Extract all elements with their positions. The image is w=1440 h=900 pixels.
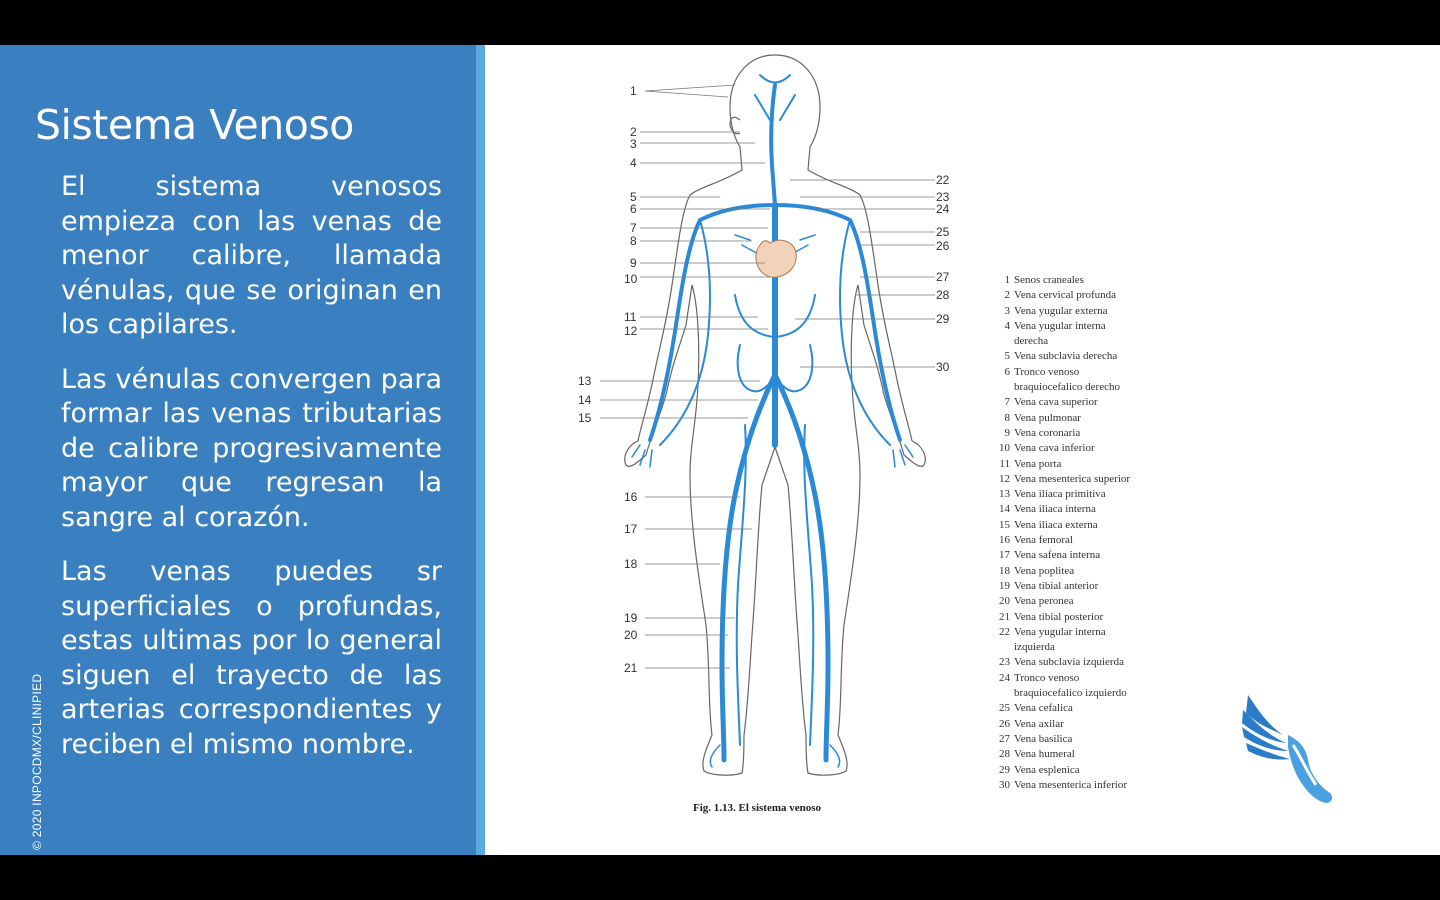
legend-item — [988, 411, 1130, 426]
paragraph-2: Las vénulas convergen para formar las venas tributarias de calibre progresivamente mayor que regresan la sangre al corazón. — [61, 363, 442, 533]
legend-item — [988, 426, 1130, 441]
legend-number: 15 — [999, 518, 1010, 531]
label-12: 12 — [624, 324, 638, 338]
legend-label: Vena coronaria — [1014, 426, 1081, 439]
legend-item — [988, 395, 1130, 410]
legend-label: Vena porta — [1014, 457, 1062, 470]
legend-item — [988, 487, 1130, 502]
legend-number: 28 — [999, 748, 1010, 761]
label-5: 5 — [630, 190, 637, 204]
legend-number: 10 — [999, 442, 1010, 455]
legend-item — [988, 319, 1130, 334]
venous-system-diagram — [560, 45, 980, 835]
label-27: 27 — [936, 270, 950, 284]
legend-number: 4 — [1004, 319, 1010, 332]
legend-number: 8 — [1004, 411, 1010, 424]
left-number-labels — [578, 84, 638, 675]
legend-item — [988, 610, 1130, 625]
legend-label: Vena basilica — [1014, 732, 1073, 745]
legend-label: Vena yugular interna — [1014, 625, 1106, 638]
label-10: 10 — [624, 272, 638, 286]
figure-legend — [988, 273, 1130, 793]
legend-label: Vena peronea — [1014, 595, 1074, 608]
label-22: 22 — [936, 173, 950, 187]
legend-item — [988, 304, 1130, 319]
legend-label: Vena subclavia derecha — [1014, 350, 1118, 363]
legend-item — [988, 640, 1130, 655]
legend-item — [988, 457, 1130, 472]
left-leader-lines — [600, 85, 770, 668]
legend-label: Vena tibial anterior — [1014, 579, 1099, 592]
legend-number: 5 — [1004, 350, 1010, 363]
label-16: 16 — [624, 490, 638, 504]
label-23: 23 — [936, 190, 950, 204]
legend-number: 13 — [999, 488, 1010, 501]
label-14: 14 — [578, 393, 592, 407]
label-11: 11 — [624, 310, 637, 324]
legend-label: Vena axilar — [1014, 717, 1064, 730]
legend-number: 21 — [999, 610, 1010, 623]
label-3: 3 — [630, 137, 637, 151]
legend-item — [988, 778, 1130, 793]
vein-network — [632, 75, 913, 767]
legend-item — [988, 273, 1130, 288]
legend-number: 6 — [1004, 365, 1010, 378]
legend-label: Vena safena interna — [1014, 549, 1101, 562]
legend-label: Vena cervical profunda — [1014, 289, 1117, 302]
legend-item — [988, 564, 1130, 579]
legend-item — [988, 441, 1130, 456]
legend-number: 9 — [1004, 426, 1010, 439]
legend-item — [988, 625, 1130, 640]
panel-edge-stripe — [476, 45, 485, 855]
legend-item — [988, 579, 1130, 594]
legend-item — [988, 334, 1130, 349]
legend-item — [988, 763, 1130, 778]
label-26: 26 — [936, 239, 950, 253]
legend-label: braquiocefalico izquierdo — [1014, 687, 1127, 700]
label-1: 1 — [630, 84, 637, 98]
label-17: 17 — [624, 522, 638, 536]
legend-label: Vena iliaca primitiva — [1014, 488, 1106, 501]
label-7: 7 — [630, 221, 637, 235]
legend-item — [988, 380, 1130, 395]
legend-item — [988, 288, 1130, 303]
legend-item — [988, 594, 1130, 609]
legend-label: Vena esplenica — [1014, 763, 1080, 776]
legend-label: Vena mesenterica inferior — [1014, 778, 1127, 791]
slide — [0, 45, 1440, 855]
slide-title: Sistema Venoso — [35, 101, 354, 149]
legend-item — [988, 472, 1130, 487]
legend-number: 18 — [999, 564, 1010, 577]
legend-number: 29 — [999, 763, 1010, 776]
legend-number: 17 — [999, 549, 1010, 562]
winged-foot-logo-icon — [1238, 685, 1338, 810]
legend-number: 30 — [999, 778, 1010, 791]
legend-number: 1 — [1004, 274, 1010, 286]
figure-caption: Fig. 1.13. El sistema venoso — [693, 802, 822, 814]
legend-label: Senos craneales — [1014, 274, 1084, 286]
legend-number: 26 — [999, 717, 1010, 730]
label-21: 21 — [624, 661, 638, 675]
legend-item — [988, 349, 1130, 364]
legend-label: Vena mesenterica superior — [1014, 472, 1131, 485]
legend-item — [988, 655, 1130, 670]
legend-label: Vena yugular externa — [1014, 304, 1108, 317]
legend-number: 20 — [999, 595, 1010, 608]
label-24: 24 — [936, 202, 950, 216]
legend-number: 11 — [999, 457, 1010, 470]
legend-item — [988, 548, 1130, 563]
legend-label: Vena femoral — [1014, 534, 1073, 547]
legend-item — [988, 671, 1130, 686]
label-9: 9 — [630, 256, 637, 270]
slide-body — [61, 170, 442, 782]
legend-label: Tronco venoso — [1014, 671, 1080, 684]
legend-item — [988, 701, 1130, 716]
right-number-labels — [936, 173, 950, 374]
legend-number: 25 — [999, 702, 1010, 715]
legend-item — [988, 365, 1130, 380]
legend-label: Vena iliaca externa — [1014, 518, 1098, 531]
label-4: 4 — [630, 156, 637, 170]
legend-number: 16 — [999, 534, 1010, 547]
legend-number: 12 — [999, 472, 1010, 485]
legend-number: 27 — [999, 732, 1010, 745]
label-18: 18 — [624, 557, 638, 571]
legend-label: Vena tibial posterior — [1014, 610, 1104, 623]
legend-number: 7 — [1004, 396, 1010, 409]
legend-label: Vena yugular interna — [1014, 319, 1106, 332]
paragraph-1: El sistema venosos empieza con las venas de menor calibre, llamada vénulas, que se originan en los capilares. — [61, 171, 442, 340]
legend-label: Vena cava inferior — [1014, 442, 1095, 455]
label-28: 28 — [936, 288, 950, 302]
legend-number: 23 — [999, 656, 1010, 669]
legend-item — [988, 732, 1130, 747]
legend-label: Vena pulmonar — [1014, 411, 1081, 424]
label-29: 29 — [936, 312, 950, 326]
label-19: 19 — [624, 611, 638, 625]
legend-label: izquierda — [1014, 641, 1055, 654]
label-13: 13 — [578, 374, 592, 388]
legend-number: 14 — [999, 503, 1010, 516]
legend-label: Tronco venoso — [1014, 365, 1080, 378]
label-15: 15 — [578, 411, 592, 425]
legend-label: Vena humeral — [1014, 748, 1075, 761]
legend-label: Vena cava superior — [1014, 396, 1098, 409]
heart-shape — [756, 240, 796, 277]
legend-label: Vena cefalica — [1014, 702, 1073, 715]
legend-number: 19 — [999, 579, 1010, 592]
legend-number: 2 — [1004, 289, 1010, 302]
label-20: 20 — [624, 628, 638, 642]
legend-item — [988, 747, 1130, 762]
legend-item — [988, 502, 1130, 517]
legend-label: Vena iliaca interna — [1014, 503, 1096, 516]
label-8: 8 — [630, 234, 637, 248]
legend-item — [988, 686, 1130, 701]
paragraph-3: Las venas puedes sr superficiales o profundas, estas ultimas por lo general siguen el trayecto de las arterias correspondientes y reciben el mismo nombre. — [61, 556, 442, 760]
legend-item — [988, 717, 1130, 732]
label-6: 6 — [630, 202, 637, 216]
label-2: 2 — [630, 125, 637, 139]
legend-label: derecha — [1014, 335, 1049, 348]
legend-item — [988, 518, 1130, 533]
legend-label: Vena poplitea — [1014, 564, 1075, 577]
legend-number: 3 — [1004, 304, 1010, 317]
legend-number: 24 — [999, 671, 1010, 684]
legend-number: 22 — [999, 625, 1010, 638]
text-panel — [0, 45, 476, 855]
copyright-notice: © 2020 INPOCDMX/CLINIPIED — [30, 673, 44, 850]
label-30: 30 — [936, 360, 950, 374]
label-25: 25 — [936, 225, 950, 239]
legend-item — [988, 533, 1130, 548]
legend-label: Vena subclavia izquierda — [1014, 656, 1124, 669]
legend-label: braquiocefalico derecho — [1014, 381, 1120, 394]
